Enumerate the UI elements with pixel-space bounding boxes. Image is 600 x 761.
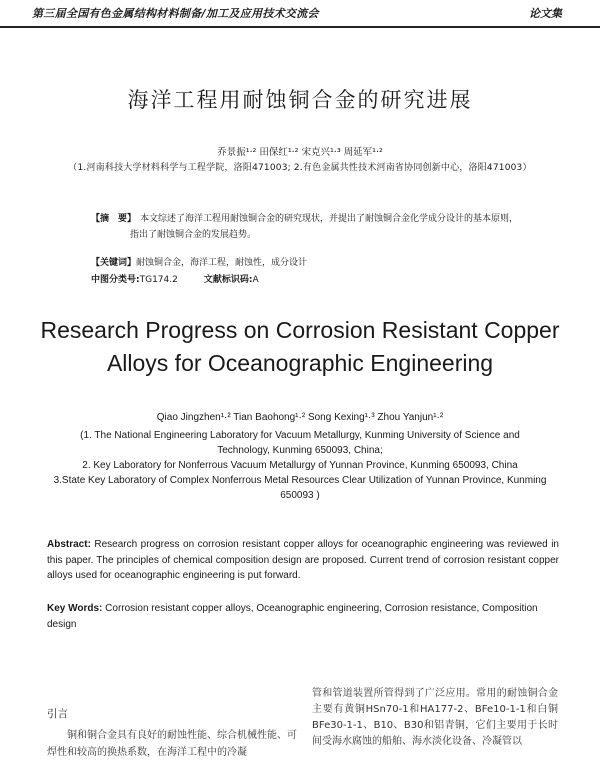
chinese-authors: 乔景振¹·² 田保红¹·² 宋克兴¹·³ 周延军¹·² bbox=[217, 147, 383, 158]
affiliation-1a: (1. The National Engineering Laboratory for Vacuum Metallurgy, Kunming University of Science and bbox=[80, 430, 520, 441]
chinese-keywords bbox=[91, 255, 307, 268]
affiliation-3b: 650093 ) bbox=[280, 490, 320, 501]
english-keywords-text: Corrosion resistant copper alloys, Oceanographic engineering, Corrosion resistance, Composition design bbox=[47, 603, 538, 630]
classification-line bbox=[91, 272, 259, 285]
conference-name: 第三届全国有色金属结构材料制备/加工及应用技术交流会 bbox=[32, 7, 319, 20]
english-authors: Qiao Jingzhen¹·² Tian Baohong¹·² Song Kexing¹·³ Zhou Yanjun¹·² bbox=[156, 412, 444, 423]
chinese-keywords-label: 【关键词】 bbox=[91, 258, 137, 268]
chinese-abstract-line2: 指出了耐蚀铜合金的发展趋势。 bbox=[130, 230, 257, 240]
affiliation-2: 2. Key Laboratory for Nonferrous Vacuum Metallurgy of Yunnan Province, Kunming 650093, China bbox=[82, 460, 518, 471]
affiliation-1b: Technology, Kunming 650093, China; bbox=[217, 445, 383, 456]
english-title bbox=[0, 314, 600, 380]
english-abstract-text: Research progress on corrosion resistant copper alloys for oceanographic engineering was reviewed in this paper. The principles of chemical composition design are proposed. Current trend of corrosion resistant copper alloys used for oceanographic engineering is put forward. bbox=[47, 539, 559, 581]
english-keywords bbox=[47, 601, 559, 633]
english-title-line2: Alloys for Oceanographic Engineering bbox=[106, 350, 494, 376]
english-abstract-label: Abstract: bbox=[47, 539, 91, 550]
chinese-affiliation: （1.河南科技大学材料科学与工程学院，洛阳471003; 2.有色金属共性技术河南省协同创新中心，洛阳471003） bbox=[68, 163, 532, 173]
affiliation-3a: 3.State Key Laboratory of Complex Nonferrous Metal Resources Clear Utilization of Yunnan Province, Kunming bbox=[53, 475, 547, 486]
class-number: TG174.2 bbox=[139, 275, 178, 285]
right-column-paragraph: 管和管道装置所管得到了广泛应用。常用的耐蚀铜合金主要有黄铜HSn70-1和HA177-2、BFe10-1-1和白铜BFe30-1-1、B10、B30和铝青铜，它们主要用于长时间受海水腐蚀的船舶、海水淡化设备、冷凝管以 bbox=[312, 688, 558, 747]
chinese-keywords-text: 耐蚀铜合金，海洋工程，耐蚀性，成分设计 bbox=[136, 258, 308, 268]
doc-code-label: 文献标识码: bbox=[203, 275, 253, 285]
intro-heading: 引言 bbox=[47, 708, 68, 720]
english-keywords-label: Key Words: bbox=[47, 603, 103, 614]
chinese-title: 海洋工程用耐蚀铜合金的研究进展 bbox=[127, 88, 473, 112]
chinese-abstract-label: 【摘 要】 bbox=[91, 214, 137, 224]
chinese-abstract-line1: 本文综述了海洋工程用耐蚀铜合金的研究现状，并提出了耐蚀铜合金化学成分设计的基本原则， bbox=[140, 214, 519, 224]
english-affiliations bbox=[50, 428, 550, 503]
chinese-abstract bbox=[91, 211, 541, 243]
section-name: 论文集 bbox=[529, 7, 562, 20]
class-number-label: 中图分类号: bbox=[91, 275, 140, 285]
english-title-line1: Research Progress on Corrosion Resistant Copper bbox=[40, 317, 560, 343]
intro-paragraph: 铜和铜合金具有良好的耐蚀性能、综合机械性能、可焊性和较高的换热系数，在海洋工程中的冷凝 bbox=[47, 730, 297, 758]
english-abstract bbox=[47, 537, 559, 584]
doc-code: A bbox=[252, 275, 259, 285]
